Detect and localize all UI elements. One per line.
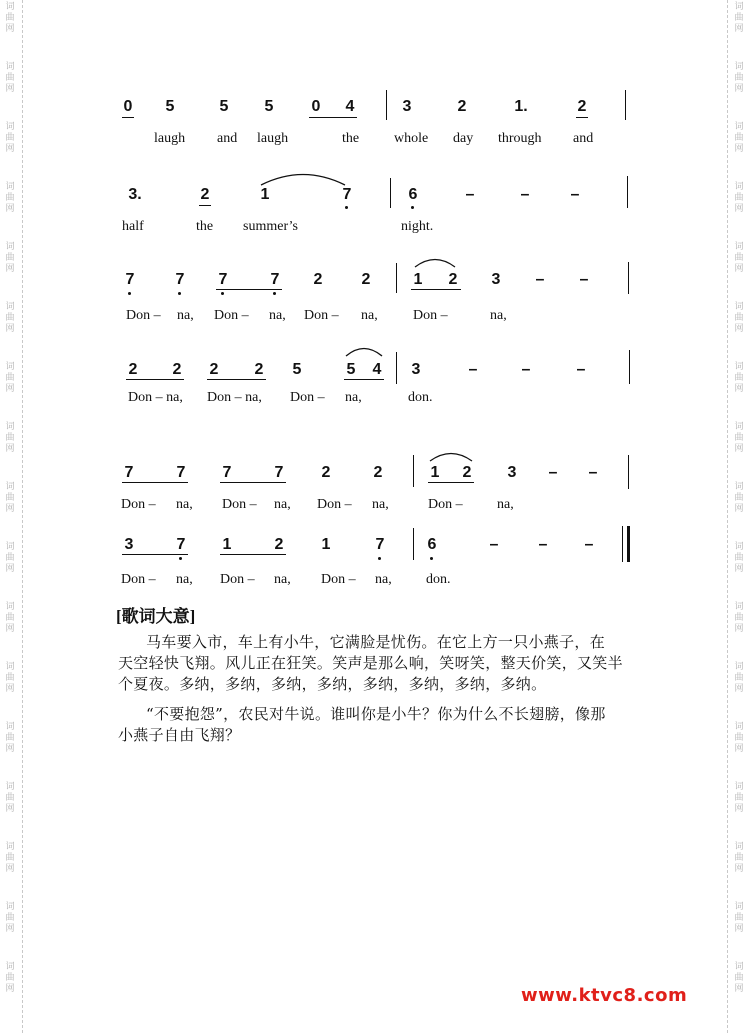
meaning-paragraph-1 <box>118 632 646 695</box>
edge-mark-char: 词 <box>5 662 15 672</box>
edge-mark-char: 曲 <box>734 133 744 143</box>
edge-mark-char: 曲 <box>5 133 15 143</box>
lyric: Don – <box>290 390 325 405</box>
site-edge-mark <box>732 422 746 455</box>
beat-underline <box>428 482 474 483</box>
note: 1 <box>430 464 440 481</box>
edge-mark-char: 网 <box>5 924 15 934</box>
beat-underline <box>122 117 134 118</box>
note: 0 <box>123 98 133 115</box>
note: 4 <box>345 98 355 115</box>
site-edge-mark <box>732 902 746 935</box>
paragraph-line: 个夏夜。多纳，多纳，多纳，多纳，多纳，多纳，多纳，多纳。 <box>118 675 547 693</box>
lyric: Don – <box>214 308 249 323</box>
site-edge-mark <box>3 122 17 155</box>
edge-mark-char: 词 <box>5 962 15 972</box>
edge-mark-char: 词 <box>734 542 744 552</box>
edge-mark-char: 词 <box>734 62 744 72</box>
lyric: na, <box>176 497 193 512</box>
lower-octave-dot <box>128 292 131 295</box>
lyric: na, <box>176 572 193 587</box>
beat-underline <box>216 289 282 290</box>
edge-mark-char: 曲 <box>5 553 15 563</box>
note: 7 <box>342 186 352 203</box>
site-edge-mark <box>732 302 746 335</box>
dash: – <box>535 271 545 288</box>
edge-mark-char: 词 <box>5 302 15 312</box>
paragraph-line: 天空轻快飞翔。风儿正在狂笑。笑声是那么响，笑呀笑，整天价笑，又笑半 <box>118 654 623 672</box>
section-title: [歌词大意] <box>116 607 196 626</box>
site-edge-mark <box>3 242 17 275</box>
site-edge-mark <box>732 62 746 95</box>
edge-mark-char: 词 <box>734 122 744 132</box>
edge-mark-char: 曲 <box>5 733 15 743</box>
edge-mark-char: 网 <box>5 204 15 214</box>
edge-mark-char: 曲 <box>734 613 744 623</box>
lyric: na, <box>269 308 286 323</box>
final-barline-thick <box>627 526 630 562</box>
dash: – <box>468 361 478 378</box>
dash: – <box>538 536 548 553</box>
dash: – <box>548 464 558 481</box>
edge-mark-char: 网 <box>734 24 744 34</box>
site-edge-mark <box>3 902 17 935</box>
note: 3 <box>411 361 421 378</box>
edge-mark-char: 词 <box>734 782 744 792</box>
tie-slur <box>344 344 384 358</box>
edge-mark-char: 词 <box>734 842 744 852</box>
edge-mark-char: 网 <box>5 384 15 394</box>
tie-slur <box>413 255 457 269</box>
edge-mark-char: 词 <box>734 422 744 432</box>
edge-mark-char: 网 <box>734 84 744 94</box>
lyric: don. <box>408 390 433 405</box>
site-edge-mark <box>3 182 17 215</box>
site-edge-mark <box>3 602 17 635</box>
paragraph-line: “不要抱怨”，农民对牛说。谁叫你是小牛？你为什么不长翅膀，像那 <box>146 705 606 723</box>
note: 7 <box>125 271 135 288</box>
dash: – <box>465 186 475 203</box>
beat-underline <box>122 482 188 483</box>
right-border-line <box>727 0 728 1033</box>
edge-mark-char: 网 <box>5 564 15 574</box>
barline <box>625 90 626 120</box>
note: 5 <box>264 98 274 115</box>
edge-mark-char: 词 <box>5 602 15 612</box>
note: 2 <box>457 98 467 115</box>
edge-mark-char: 曲 <box>5 433 15 443</box>
barline <box>628 455 629 489</box>
edge-mark-char: 网 <box>5 84 15 94</box>
site-edge-mark <box>732 542 746 575</box>
dash: – <box>584 536 594 553</box>
lyric: the <box>342 131 360 146</box>
edge-mark-char: 曲 <box>734 733 744 743</box>
note: 3 <box>402 98 412 115</box>
site-watermark: www.ktvc8.com <box>521 985 688 1006</box>
site-edge-mark <box>732 662 746 695</box>
site-edge-mark <box>3 782 17 815</box>
beat-underline <box>220 482 286 483</box>
site-edge-mark <box>3 722 17 755</box>
beat-underline <box>207 379 266 380</box>
edge-mark-char: 网 <box>734 444 744 454</box>
lyric: the <box>196 219 214 234</box>
edge-mark-char: 曲 <box>734 493 744 503</box>
edge-mark-char: 网 <box>734 864 744 874</box>
edge-mark-char: 曲 <box>734 853 744 863</box>
edge-mark-char: 网 <box>734 684 744 694</box>
edge-mark-char: 网 <box>5 984 15 994</box>
note: 2 <box>254 361 264 378</box>
lower-octave-dot <box>178 292 181 295</box>
note: 2 <box>274 536 284 553</box>
edge-mark-char: 网 <box>5 744 15 754</box>
note: 2 <box>462 464 472 481</box>
edge-mark-char: 词 <box>5 842 15 852</box>
note: 3 <box>507 464 517 481</box>
barline <box>413 528 414 560</box>
dash: – <box>570 186 580 203</box>
barline <box>627 176 628 208</box>
edge-mark-char: 词 <box>5 2 15 12</box>
note: 7 <box>270 271 280 288</box>
site-edge-mark <box>3 62 17 95</box>
note: 2 <box>577 98 587 115</box>
edge-mark-char: 网 <box>734 384 744 394</box>
lyric: Don – na, <box>207 390 262 405</box>
edge-mark-char: 曲 <box>5 73 15 83</box>
edge-mark-char: 曲 <box>734 553 744 563</box>
edge-mark-char: 曲 <box>734 313 744 323</box>
edge-mark-char: 词 <box>734 602 744 612</box>
edge-mark-char: 网 <box>5 684 15 694</box>
edge-mark-char: 网 <box>5 444 15 454</box>
site-edge-mark <box>732 962 746 995</box>
lyric: na, <box>375 572 392 587</box>
lyric: whole <box>394 131 429 146</box>
dash: – <box>520 186 530 203</box>
note: 0 <box>311 98 321 115</box>
barline <box>628 262 629 294</box>
edge-mark-char: 曲 <box>734 793 744 803</box>
edge-mark-char: 曲 <box>734 673 744 683</box>
lyric: na, <box>177 308 194 323</box>
site-edge-mark <box>732 722 746 755</box>
edge-mark-char: 网 <box>5 324 15 334</box>
edge-mark-char: 曲 <box>5 673 15 683</box>
site-edge-mark <box>3 842 17 875</box>
dash: – <box>576 361 586 378</box>
lyric: Don – <box>220 572 255 587</box>
site-edge-mark <box>732 602 746 635</box>
beat-underline <box>220 554 286 555</box>
left-border-line <box>22 0 23 1033</box>
lyric: through <box>498 131 542 146</box>
edge-mark-char: 网 <box>734 324 744 334</box>
note: 7 <box>375 536 385 553</box>
edge-mark-char: 词 <box>5 62 15 72</box>
lower-octave-dot <box>221 292 224 295</box>
edge-mark-char: 词 <box>5 422 15 432</box>
edge-mark-char: 词 <box>5 782 15 792</box>
barline <box>413 455 414 487</box>
beat-underline <box>199 205 211 206</box>
lyric: na, <box>274 497 291 512</box>
edge-mark-char: 曲 <box>734 193 744 203</box>
edge-mark-char: 词 <box>5 182 15 192</box>
beat-underline <box>411 289 461 290</box>
note: 2 <box>209 361 219 378</box>
edge-mark-char: 词 <box>734 962 744 972</box>
site-edge-mark <box>3 422 17 455</box>
edge-mark-char: 网 <box>734 504 744 514</box>
edge-mark-char: 词 <box>5 902 15 912</box>
barline <box>396 263 397 293</box>
lyric: na, <box>372 497 389 512</box>
edge-mark-char: 曲 <box>734 13 744 23</box>
lyric: Don – <box>428 497 463 512</box>
edge-mark-char: 曲 <box>5 973 15 983</box>
note: 7 <box>274 464 284 481</box>
edge-mark-char: 词 <box>5 122 15 132</box>
edge-mark-char: 网 <box>5 24 15 34</box>
note: 2 <box>448 271 458 288</box>
edge-mark-char: 词 <box>5 362 15 372</box>
site-edge-mark <box>732 362 746 395</box>
note: 6 <box>408 186 418 203</box>
edge-mark-char: 网 <box>734 624 744 634</box>
paragraph-line: 马车要入市，车上有小牛，它满脸是忧伤。在它上方一只小燕子，在 <box>146 633 606 651</box>
site-edge-mark <box>3 662 17 695</box>
site-edge-mark <box>732 2 746 35</box>
edge-mark-char: 词 <box>734 302 744 312</box>
final-barline-thin <box>622 526 623 562</box>
lower-octave-dot <box>273 292 276 295</box>
barline <box>386 90 387 120</box>
edge-mark-char: 网 <box>734 204 744 214</box>
edge-mark-char: 曲 <box>5 13 15 23</box>
site-edge-mark <box>3 482 17 515</box>
edge-mark-char: 词 <box>734 182 744 192</box>
edge-mark-char: 网 <box>5 504 15 514</box>
lyric: na, <box>490 308 507 323</box>
site-edge-mark <box>3 2 17 35</box>
note: 5 <box>292 361 302 378</box>
lower-octave-dot <box>430 557 433 560</box>
edge-mark-char: 曲 <box>734 913 744 923</box>
note: 3. <box>128 186 142 203</box>
edge-mark-char: 词 <box>5 542 15 552</box>
beat-underline <box>309 117 357 118</box>
edge-mark-char: 词 <box>5 722 15 732</box>
lyric: Don – <box>317 497 352 512</box>
lyric: Don – <box>126 308 161 323</box>
note: 1 <box>413 271 423 288</box>
note: 2 <box>128 361 138 378</box>
site-edge-mark <box>732 782 746 815</box>
note: 7 <box>175 271 185 288</box>
edge-mark-char: 曲 <box>734 73 744 83</box>
lower-octave-dot <box>345 206 348 209</box>
dash: – <box>579 271 589 288</box>
note: 1. <box>514 98 528 115</box>
edge-mark-char: 网 <box>5 804 15 814</box>
lyric: night. <box>401 219 434 234</box>
lyric: laugh <box>154 131 186 146</box>
site-edge-mark <box>732 842 746 875</box>
edge-mark-char: 曲 <box>734 973 744 983</box>
note: 7 <box>222 464 232 481</box>
edge-mark-char: 曲 <box>5 913 15 923</box>
lyric: na, <box>345 390 362 405</box>
lyric: don. <box>426 572 451 587</box>
edge-mark-char: 词 <box>734 482 744 492</box>
note: 5 <box>346 361 356 378</box>
lyric: and <box>217 131 238 146</box>
note: 2 <box>321 464 331 481</box>
edge-mark-char: 曲 <box>734 253 744 263</box>
edge-mark-char: 词 <box>734 362 744 372</box>
lyric: na, <box>274 572 291 587</box>
note: 1 <box>321 536 331 553</box>
meaning-paragraph-2 <box>118 704 646 746</box>
edge-mark-char: 网 <box>734 924 744 934</box>
edge-mark-char: 曲 <box>5 853 15 863</box>
edge-mark-char: 网 <box>5 624 15 634</box>
edge-mark-char: 词 <box>5 242 15 252</box>
edge-mark-char: 曲 <box>5 253 15 263</box>
lyric: Don – na, <box>128 390 183 405</box>
note: 6 <box>427 536 437 553</box>
note: 1 <box>260 186 270 203</box>
lyric: Don – <box>304 308 339 323</box>
edge-mark-char: 曲 <box>5 373 15 383</box>
lyric: laugh <box>257 131 289 146</box>
edge-mark-char: 网 <box>734 144 744 154</box>
lower-octave-dot <box>411 206 414 209</box>
lyric: half <box>122 219 144 234</box>
edge-mark-char: 曲 <box>5 493 15 503</box>
lyric: na, <box>361 308 378 323</box>
beat-underline <box>344 379 384 380</box>
dash: – <box>489 536 499 553</box>
note: 3 <box>124 536 134 553</box>
edge-mark-char: 曲 <box>734 373 744 383</box>
edge-mark-char: 词 <box>734 242 744 252</box>
lyric: Don – <box>222 497 257 512</box>
site-edge-mark <box>3 362 17 395</box>
note: 2 <box>373 464 383 481</box>
site-edge-mark <box>732 122 746 155</box>
edge-mark-char: 词 <box>734 902 744 912</box>
dash: – <box>588 464 598 481</box>
lyric: Don – <box>413 308 448 323</box>
note: 7 <box>124 464 134 481</box>
edge-mark-char: 网 <box>734 264 744 274</box>
note: 7 <box>176 464 186 481</box>
edge-mark-char: 词 <box>5 482 15 492</box>
note: 1 <box>222 536 232 553</box>
edge-mark-char: 曲 <box>5 313 15 323</box>
edge-mark-char: 词 <box>734 2 744 12</box>
edge-mark-char: 网 <box>5 864 15 874</box>
beat-underline <box>126 379 184 380</box>
site-edge-mark <box>732 182 746 215</box>
edge-mark-char: 网 <box>5 144 15 154</box>
barline <box>629 350 630 384</box>
site-edge-mark <box>3 302 17 335</box>
edge-mark-char: 网 <box>734 564 744 574</box>
tie-slur <box>428 449 474 463</box>
note: 2 <box>200 186 210 203</box>
site-edge-mark <box>732 242 746 275</box>
edge-mark-char: 曲 <box>5 613 15 623</box>
beat-underline <box>122 554 188 555</box>
lyric: Don – <box>121 572 156 587</box>
edge-mark-char: 曲 <box>5 793 15 803</box>
note: 2 <box>361 271 371 288</box>
barline <box>390 178 391 208</box>
lyric: and <box>573 131 594 146</box>
site-edge-mark <box>3 542 17 575</box>
paragraph-line: 小燕子自由飞翔？ <box>118 726 241 744</box>
edge-mark-char: 网 <box>734 804 744 814</box>
note: 4 <box>372 361 382 378</box>
note: 2 <box>313 271 323 288</box>
site-edge-mark <box>732 482 746 515</box>
edge-mark-char: 词 <box>734 722 744 732</box>
note: 7 <box>176 536 186 553</box>
site-edge-mark <box>3 962 17 995</box>
lower-octave-dot <box>378 557 381 560</box>
tie-slur <box>258 168 348 188</box>
edge-mark-char: 曲 <box>5 193 15 203</box>
note: 5 <box>165 98 175 115</box>
lower-octave-dot <box>179 557 182 560</box>
lyric: Don – <box>121 497 156 512</box>
edge-mark-char: 网 <box>5 264 15 274</box>
edge-mark-char: 网 <box>734 744 744 754</box>
lyric: summer’s <box>243 219 298 234</box>
lyric: Don – <box>321 572 356 587</box>
note: 2 <box>172 361 182 378</box>
lyric: day <box>453 131 474 146</box>
note: 3 <box>491 271 501 288</box>
note: 5 <box>219 98 229 115</box>
lyric: na, <box>497 497 514 512</box>
edge-mark-char: 网 <box>734 984 744 994</box>
barline <box>396 352 397 384</box>
beat-underline <box>576 117 588 118</box>
dash: – <box>521 361 531 378</box>
note: 7 <box>218 271 228 288</box>
edge-mark-char: 曲 <box>734 433 744 443</box>
edge-mark-char: 词 <box>734 662 744 672</box>
